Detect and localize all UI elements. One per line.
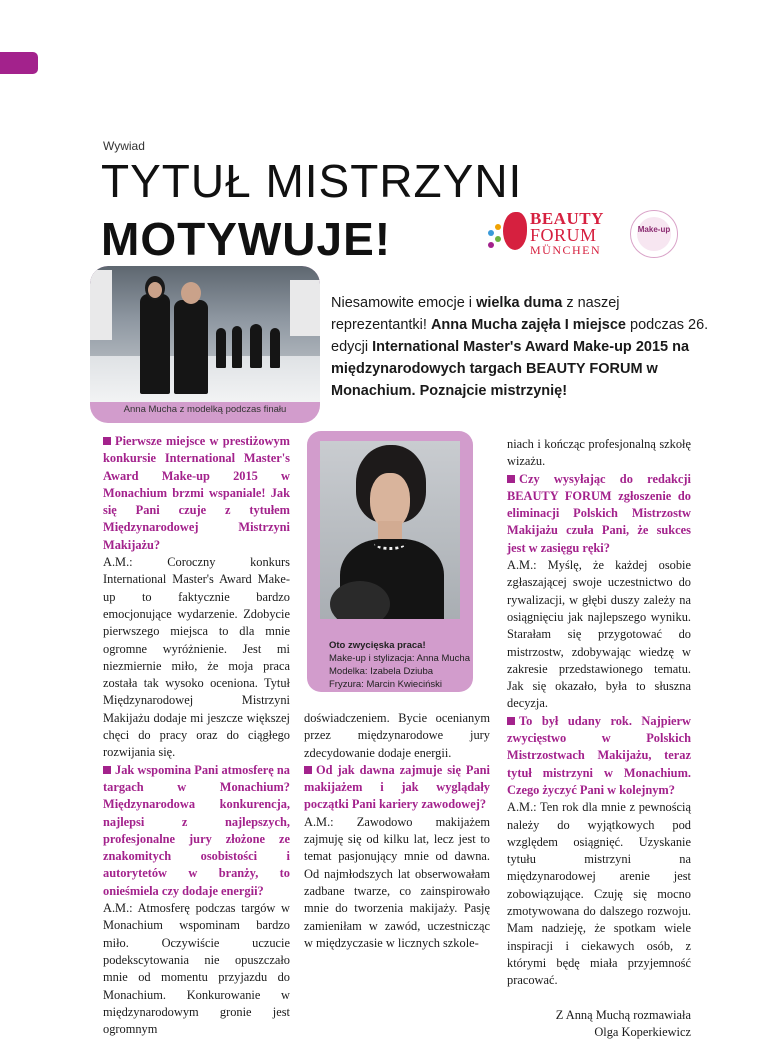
question-1: Pierwsze miejsce w prestiżowym konkursie International Master's Award Make-up 2015 w Monachium brzmi wspaniale! Jak się Pani czuje z tytułem Międzynarodowej Mistrzyni Makijażu? xyxy=(103,434,290,552)
title-line-1: TYTUŁ MISTRZYNI xyxy=(101,155,523,207)
question-2: Jak wspomina Pani atmosferę na targach w Monachium? Międzynarodowa konkurencja, najlepsi z najlepszych, profesjonalne jury złożone ze znakomitych osobistości i autorytetów w branży, to onieśmiela czy dodaje energii? xyxy=(103,762,290,898)
makeup-award-seal xyxy=(630,210,678,258)
logo-face-icon xyxy=(503,212,527,250)
column-1 xyxy=(103,433,290,1038)
answer-3: A.M.: Zawodowo makijażem zajmuję się od kilku lat, lecz jest to temat pasjonujący mnie od dawna. Od najmłodszych lat obserwowałam zadbane twarze, co zainspirowało mnie do tworzenia makijaży. Pasję zamieniłam w zawód, uczestnicząc w międzyczasie w licznych szkole- xyxy=(304,814,490,950)
question-4: Czy wysyłając do redakcji BEAUTY FORUM zgłoszenie do eliminacji Polskich Mistrzostw Makijażu czuła Pani, że sukces jest w zasięgu ręki? xyxy=(507,471,691,555)
category-label: Wywiad xyxy=(103,139,145,153)
winning-work-caption: Oto zwycięska praca! Make-up i stylizacja: Anna Mucha Modelka: Izabela Dziuba Fryzura: Marcin Kwieciński xyxy=(329,640,470,690)
winning-work-photo-frame xyxy=(307,431,473,692)
intro-lead: Niesamowite emocje i wielka duma z naszej reprezentantki! Anna Mucha zajęła I miejsce podczas 26. edycji International Master's Award Make-up 2015 na międzynarodowych targach BEAUTY FORUM w Monachium. Poznajcie mistrzynię! xyxy=(331,295,709,399)
title-line-2: MOTYWUJE! xyxy=(101,213,392,265)
bullet-square-icon xyxy=(103,437,111,445)
winning-makeup-photo xyxy=(320,441,460,619)
question-3: Od jak dawna zajmuje się Pani makijażem i jak wyglądały początki Pani kariery zawodowej? xyxy=(304,762,490,812)
logo-text-beauty: BEAUTY xyxy=(530,209,604,228)
interviewer-credit-line-1: Z Anną Muchą rozmawiała xyxy=(555,1007,691,1022)
answer-2: A.M.: Atmosferę podczas targów w Monachium wspominam bardzo miło. Oczywiście uczucie podekscytowania nie opuszczało mnie od momentu przyjazdu do Monachium. Konkurowanie w międzynarodowym gronie jest ogromnym xyxy=(103,901,290,1037)
bullet-square-icon xyxy=(103,766,111,774)
column-3 xyxy=(507,436,691,1041)
logo-text-munchen: MÜNCHEN xyxy=(530,243,602,257)
question-5: To był udany rok. Najpierw zwycięstwo w Polskich Mistrzostwach Makijażu, teraz tytuł mistrzyni w Monachium. Czego życzyć Pani w kolejnym? xyxy=(507,713,691,797)
interviewer-credit-line-2: Olga Koperkiewicz xyxy=(594,1024,691,1039)
answer-5: A.M.: Ten rok dla mnie z pewnością należy do wyjątkowych pod względem osiągnięć. Uzyskanie tytułu mistrzyni na międzynarodowej arenie jest zobowiązujące. Czuję się mocno zmotywowana do dalszego rozwoju. Mam nadzieję, że spotkam wiele inspiracji i ciekawych osób, z którymi będę miała przyjemność pracować. xyxy=(507,800,691,988)
bullet-square-icon xyxy=(507,717,515,725)
answer-1: A.M.: Coroczny konkurs International Master's Award Make-up to faktycznie bardzo emocjonujące wydarzenie. Zdobycie pierwszego miejsca to dla mnie ogromne wyróżnienie. Jest mi niezmiernie miło, że moja praca została tak wysoko oceniona. Tytuł Międzynarodowej Mistrzyni Makijażu dodaje mi jeszcze większej chęci do pracy oraz do ciągłego rozwijania się. xyxy=(103,555,290,760)
section-tab-marker xyxy=(0,52,38,74)
bullet-square-icon xyxy=(507,475,515,483)
column-2 xyxy=(304,710,490,952)
answer-3-continued: niach i kończąc profesjonalną szkołę wizażu. xyxy=(507,437,691,469)
bullet-square-icon xyxy=(304,766,312,774)
top-photo-caption: Anna Mucha z modelką podczas finału xyxy=(123,404,287,415)
seal-text: Make-up xyxy=(637,225,671,234)
award-ceremony-photo xyxy=(90,266,320,402)
answer-4: A.M.: Myślę, że każdej osobie zgłaszającej swoje uczestnictwo do rywalizacji, w głębi duszy zależy na osiągnięciu jak najlepszego wyniku. Starałam się przygotować do mistrzostw, zdobywając wiedzę w zakresie przedstawionego tematu. Jak się okazało, była to słuszna decyzja. xyxy=(507,558,691,711)
logo-text-forum: FORUM xyxy=(530,225,597,245)
top-photo-frame xyxy=(90,266,320,423)
beauty-forum-logo xyxy=(486,208,618,258)
answer-2-continued: doświadczeniem. Bycie ocenianym przez międzynarodowe jury zdecydowanie dodaje energii. xyxy=(304,711,490,760)
